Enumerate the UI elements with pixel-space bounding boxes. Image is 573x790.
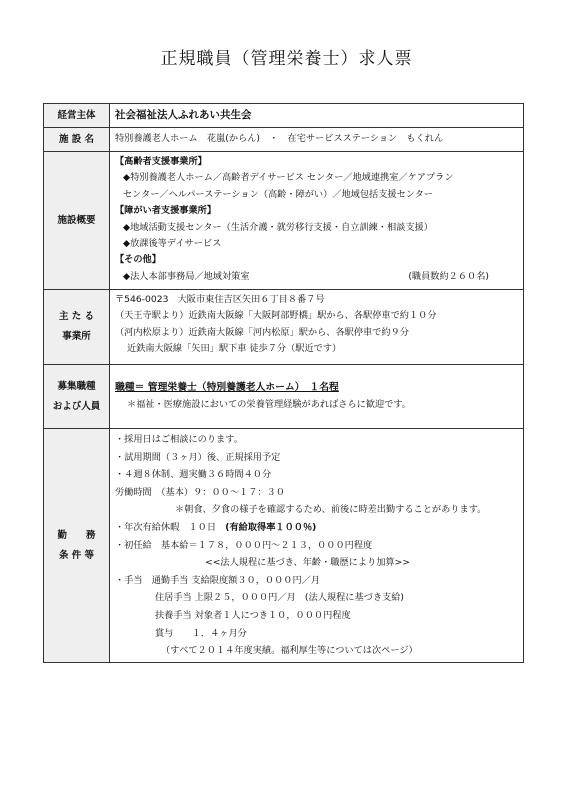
row-office xyxy=(44,290,524,365)
cond-leave: ・年次有給休暇 １０日 xyxy=(115,521,226,533)
job-posting-table xyxy=(43,103,524,663)
recruit-job: 職種＝ 管理栄養士（特別養護老人ホーム） １名程 xyxy=(115,382,339,394)
row-recruit xyxy=(44,365,524,429)
office-access-3: 近鉄南大阪線「矢田」駅下車 徒歩７分（駅近です） xyxy=(127,343,342,355)
page-title: 正規職員（管理栄養士）求人票 xyxy=(160,49,413,69)
overview-label: 施設概要 xyxy=(44,152,110,290)
cond-housing: 住居手当 上限２５，０００円／月 (法人規程に基づき支給) xyxy=(155,592,404,604)
cond-leave-rate: (有給取得率１００％) xyxy=(225,521,317,533)
cond-start-date: ・採用日はご相談にのります。 xyxy=(115,434,243,445)
office-access-1: （天王寺駅より）近鉄南大阪線「大阪阿部野橋」駅から、各駅停車で約１０分 xyxy=(115,310,437,322)
recruit-note: ＊福祉・医療施設においての栄養管理経験があればさらに歓迎です。 xyxy=(127,398,412,410)
row-facility xyxy=(44,128,524,152)
cond-bonus: 賞与 １．４ヶ月分 xyxy=(155,627,247,639)
office-label-2: 事業所 xyxy=(62,331,91,342)
staff-count: (職員数約２６０名) xyxy=(408,270,489,282)
cond-family: 扶養手当 対象者１人につき１０，０００円程度 xyxy=(155,609,351,621)
elderly-heading: 【高齢者支援事業所】 xyxy=(115,156,207,167)
cond-hours-note: ＊朝食、夕食の様子を確認するため、前後に時差出勤することがあります。 xyxy=(175,504,487,516)
office-address: 〒546-0023 大阪市東住吉区矢田６丁目８番７号 xyxy=(115,294,325,305)
elderly-line-1: ◆特別養護老人ホーム／高齢者デイサービス センター／地域連携室／ケアプラン xyxy=(123,172,454,184)
disability-line-1: ◆地域活動支援センター（生活介護・就労移行支援・自立訓練・相談支援） xyxy=(123,221,433,233)
cond-footnote: （すべて２０１４年度実績。福利厚生等については次ページ） xyxy=(161,645,418,657)
conditions-label-1: 勤 務 xyxy=(57,529,96,541)
recruit-label-1: 募集職種 xyxy=(57,380,96,392)
facility-label: 施 設 名 xyxy=(44,128,110,152)
recruit-label-2: および人員 xyxy=(52,400,101,412)
cond-commute: ・手当 通勤手当 支給限度額３０，０００円／月 xyxy=(115,574,321,586)
row-overview xyxy=(44,152,524,290)
cond-salary-note: <<法人規程に基づき、年齢・職歴により加算>> xyxy=(205,557,410,569)
office-access-2: （河内松原より）近鉄南大阪線「河内松原」駅から、各駅停車で約９分 xyxy=(115,326,409,338)
org-value: 社会福祉法人ふれあい共生会 xyxy=(115,108,252,121)
cond-salary: ・初任給 基本給＝１７８，０００円～２１３，０００円程度 xyxy=(115,539,373,551)
cond-hours: 労働時間 （基本）９：００～１７：３０ xyxy=(115,486,285,498)
office-label-1: 主 た る xyxy=(58,311,95,322)
org-label: 経営主体 xyxy=(44,104,110,128)
cond-trial: ・試用期間（３ヶ月）後、正規採用予定 xyxy=(115,451,281,463)
cond-schedule: ・４週８休制、週実働３６時間４０分 xyxy=(115,469,272,481)
other-heading: 【その他】 xyxy=(115,254,161,266)
row-org xyxy=(44,104,524,128)
row-conditions xyxy=(44,429,524,663)
disability-line-2: ◆放課後等デイサービス xyxy=(123,238,222,250)
conditions-label-2: 条 件 等 xyxy=(58,549,95,561)
other-line-1: ◆法人本部事務局／地域対策室 xyxy=(123,270,250,282)
elderly-line-2: センター／ヘルパーステーション（高齢・障がい）／地域包括支援センター xyxy=(123,188,433,200)
disability-heading: 【障がい者支援事業所】 xyxy=(115,205,217,217)
facility-value: 特別養護老人ホーム 花嵐(からん) ・ 在宅サービスステーション もくれん xyxy=(115,133,444,145)
